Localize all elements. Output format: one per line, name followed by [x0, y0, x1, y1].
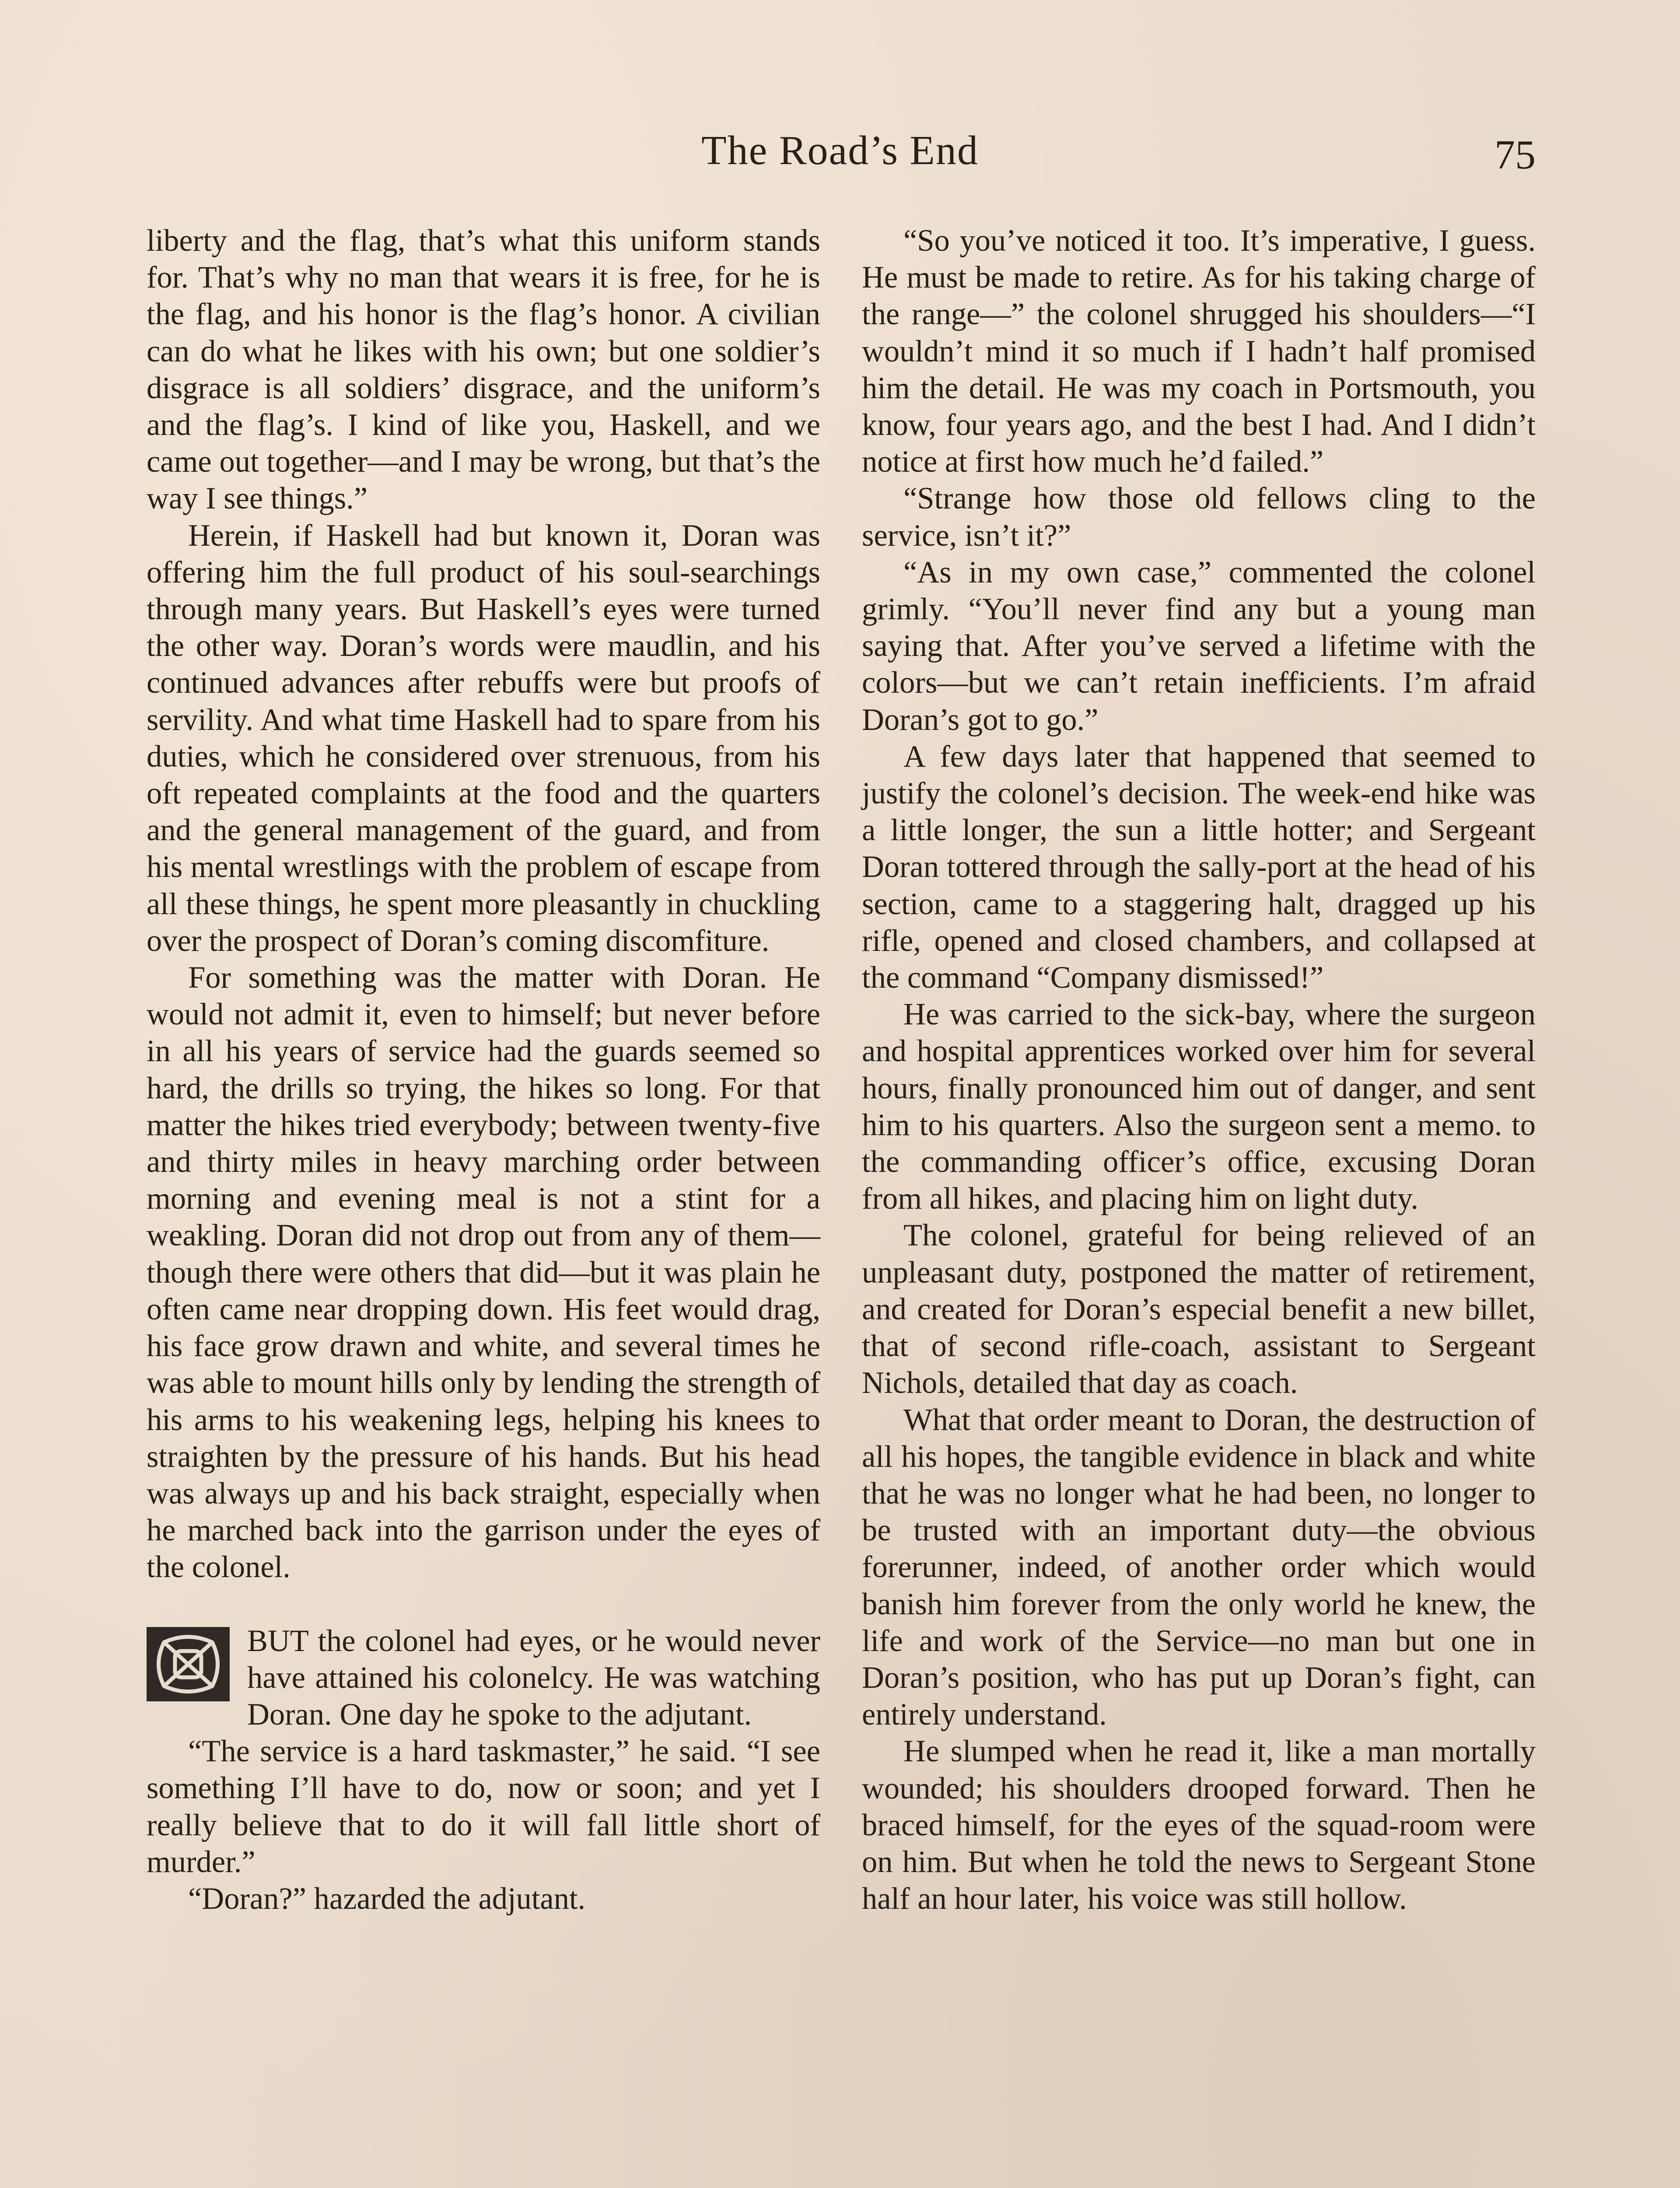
paragraph: A few days later that happened that seemed to justify the colonel’s decision. The week-end hike was a little longer, the sun a little hotter; and Sergeant Doran tottered through the sally-port at the head of his section, came to a staggering halt, dragged up his rifle, opened and closed chambers, and collapsed at the command “Company dismissed!” [862, 739, 1536, 995]
paragraph: “Strange how those old fellows cling to the service, isn’t it?” [862, 481, 1536, 553]
page-number: 75 [1494, 132, 1536, 178]
paragraph: For something was the matter with Doran. He would not admit it, even to himself; but never before in all his years of service had the guards seemed so hard, the drills so trying, the hikes so long. For that matter the hikes tried everybody; between twenty-five and thirty miles in heavy marching order between morning and evening meal is not a stint for a weakling. Doran did not drop out from any of them—though there were others that did—but it was plain he often came near dropping down. His feet would drag, his face grow drawn and white, and several times he was able to mount hills only by lending the strength of his arms to his weakening legs, helping his knees to straighten by the pressure of his hands. But his head was always up and his back straight, especially when he marched back into the garrison under the eyes of the colonel. [147, 961, 820, 1585]
section-break [147, 1586, 820, 1623]
celtic-knot-icon [147, 1627, 230, 1701]
paragraph: “So you’ve noticed it too. It’s imperative, I guess. He must be made to retire. As for his taking charge of the range—” the colonel shrugged his shoulders—“I wouldn’t mind it so much if I hadn’t half promised him the detail. He was my coach in Portsmouth, you know, four years ago, and the best I had. And I didn’t notice at first how much he’d failed.” [862, 224, 1536, 479]
paragraph: BUT the colonel had eyes, or he would never have attained his colonelcy. He was watching Doran. One day he spoke to the adjutant. [247, 1623, 820, 1732]
paragraph: The colonel, grateful for being relieved of an unpleasant duty, postponed the matter of retirement, and created for Doran’s especial benefit a new billet, that of second rifle-coach, assistant to Sergeant Nichols, detailed that day as coach. [862, 1218, 1536, 1400]
left-column [147, 222, 820, 1917]
paragraph: He slumped when he read it, like a man mortally wounded; his shoulders drooped forward. Then he braced himself, for the eyes of the squad-room were on him. But when he told the news to Sergeant Stone half an hour later, his voice was still hollow. [862, 1734, 1536, 1916]
paragraph: “As in my own case,” commented the colonel grimly. “You’ll never find any but a young man saying that. After you’ve served a lifetime with the colors—but we can’t retain inefficients. I’m afraid Doran’s got to go.” [862, 555, 1536, 737]
page-header [144, 127, 1536, 188]
paragraph: “Doran?” hazarded the adjutant. [188, 1881, 586, 1916]
right-column [862, 222, 1536, 1917]
paragraph: “The service is a hard taskmaster,” he said. “I see something I’ll have to do, now or soon; and yet I really believe that to do it will fall little short of murder.” [147, 1734, 820, 1879]
paragraph: He was carried to the sick-bay, where the surgeon and hospital apprentices worked over him for several hours, finally pronounced him out of danger, and sent him to his quarters. Also the surgeon sent a memo. to the commanding officer’s office, excusing Doran from all hikes, and placing him on light duty. [862, 997, 1536, 1216]
paragraph: liberty and the flag, that’s what this uniform stands for. That’s why no man that wears it is free, for he is the flag, and his honor is the flag’s honor. A civilian can do what he likes with his own; but one soldier’s disgrace is all soldiers’ disgrace, and the uniform’s and the flag’s. I kind of like you, Haskell, and we came out together—and I may be wrong, but that’s the way I see things.” [147, 224, 820, 516]
running-title: The Road’s End [701, 128, 979, 173]
paragraph: Herein, if Haskell had but known it, Doran was offering him the full product of his soul-searchings through many years. But Haskell’s eyes were turned the other way. Doran’s words were maudlin, and his continued advances after rebuffs were but proofs of servility. And what time Haskell had to spare from his duties, which he considered over strenuous, from his oft repeated complaints at the food and the quarters and the general management of the guard, and from his mental wrestlings with the problem of escape from all these things, he spent more pleasantly in chuckling over the prospect of Doran’s coming discomfiture. [147, 518, 820, 958]
paragraph: What that order meant to Doran, the destruction of all his hopes, the tangible evidence in black and white that he was no longer what he had been, no longer to be trusted with an important duty—the obvious forerunner, indeed, of another order which would banish him forever from the only world he knew, the life and work of the Service—no man but one in Doran’s position, who has put up Doran’s fight, can entirely understand. [862, 1403, 1536, 1732]
